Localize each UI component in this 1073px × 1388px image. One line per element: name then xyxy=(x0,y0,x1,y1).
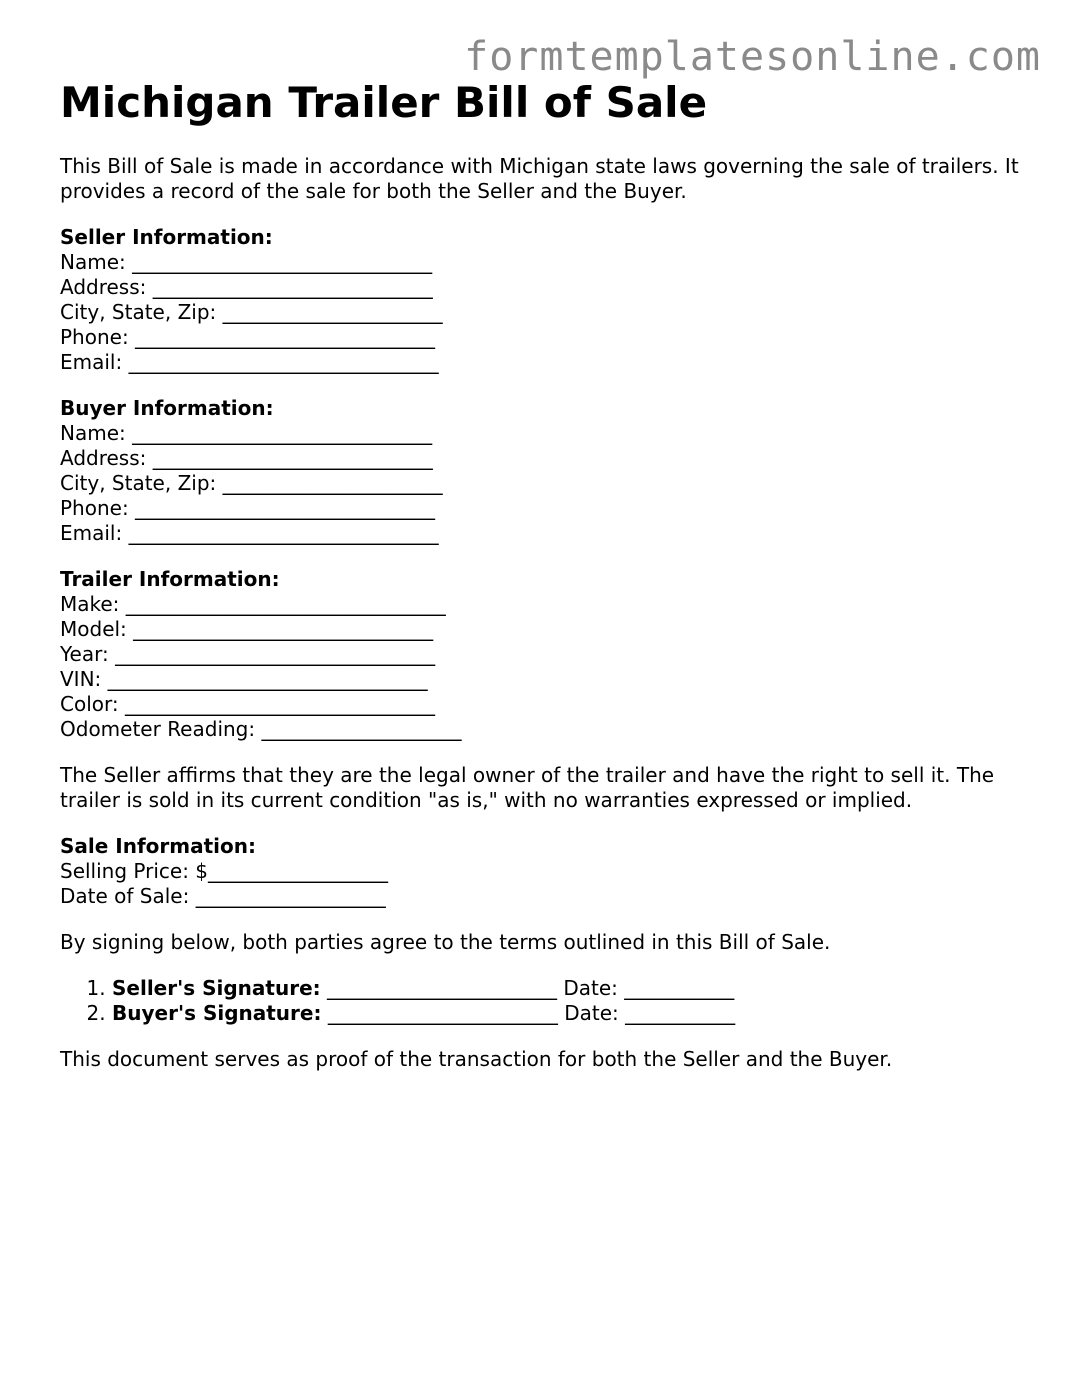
affirmation-paragraph: The Seller affirms that they are the legal owner of the trailer and have the right to sell it. The trailer is sold in its current condition "as is," with no warranties expressed or implied. xyxy=(60,763,995,812)
date-of-sale-field: Date of Sale: ___________________ xyxy=(60,884,386,908)
buyer-information-heading: Buyer Information: xyxy=(60,396,274,420)
seller-email-field: Email: _______________________________ xyxy=(60,350,439,374)
trailer-information-heading: Trailer Information: xyxy=(60,567,280,591)
seller-information-heading: Seller Information: xyxy=(60,225,273,249)
document-title: Michigan Trailer Bill of Sale xyxy=(60,78,708,127)
trailer-model-field: Model: ______________________________ xyxy=(60,617,434,641)
intro-paragraph: This Bill of Sale is made in accordance with Michigan state laws governing the sale of trailers. It provides a record of the sale for both the Seller and the Buyer. xyxy=(60,154,1019,203)
buyer-name-field: Name: ______________________________ xyxy=(60,421,433,445)
trailer-odometer-field: Odometer Reading: ____________________ xyxy=(60,717,462,741)
buyer-signature-blank: _______________________ Date: ___________ xyxy=(321,1001,736,1025)
seller-information-section xyxy=(60,225,1020,375)
buyer-phone-field: Phone: ______________________________ xyxy=(60,496,436,520)
seller-name-field: Name: ______________________________ xyxy=(60,250,433,274)
seller-address-field: Address: ____________________________ xyxy=(60,275,433,299)
buyer-email-field: Email: _______________________________ xyxy=(60,521,439,545)
buyer-signature-label: Buyer's Signature: xyxy=(112,1001,322,1025)
buyer-information-section xyxy=(60,396,1020,546)
buyer-signature-line xyxy=(112,1001,1020,1026)
agreement-paragraph: By signing below, both parties agree to the terms outlined in this Bill of Sale. xyxy=(60,930,831,954)
sale-information-heading: Sale Information: xyxy=(60,834,256,858)
seller-signature-line xyxy=(112,976,1020,1001)
closing-paragraph: This document serves as proof of the transaction for both the Seller and the Buyer. xyxy=(60,1047,893,1071)
trailer-vin-field: VIN: ________________________________ xyxy=(60,667,428,691)
seller-signature-blank: _______________________ Date: ___________ xyxy=(320,976,735,1000)
trailer-make-field: Make: ________________________________ xyxy=(60,592,446,616)
selling-price-field: Selling Price: $__________________ xyxy=(60,859,389,883)
seller-phone-field: Phone: ______________________________ xyxy=(60,325,436,349)
buyer-address-field: Address: ____________________________ xyxy=(60,446,433,470)
sale-information-section xyxy=(60,834,1020,909)
seller-signature-label: Seller's Signature: xyxy=(112,976,321,1000)
trailer-year-field: Year: ________________________________ xyxy=(60,642,436,666)
trailer-color-field: Color: _______________________________ xyxy=(60,692,435,716)
signature-list xyxy=(60,976,1020,1026)
buyer-city-state-zip-field: City, State, Zip: ______________________ xyxy=(60,471,443,495)
trailer-information-section xyxy=(60,567,1020,742)
watermark: formtemplatesonline.com xyxy=(464,34,1041,80)
document-page xyxy=(60,78,1020,1072)
seller-city-state-zip-field: City, State, Zip: ______________________ xyxy=(60,300,443,324)
